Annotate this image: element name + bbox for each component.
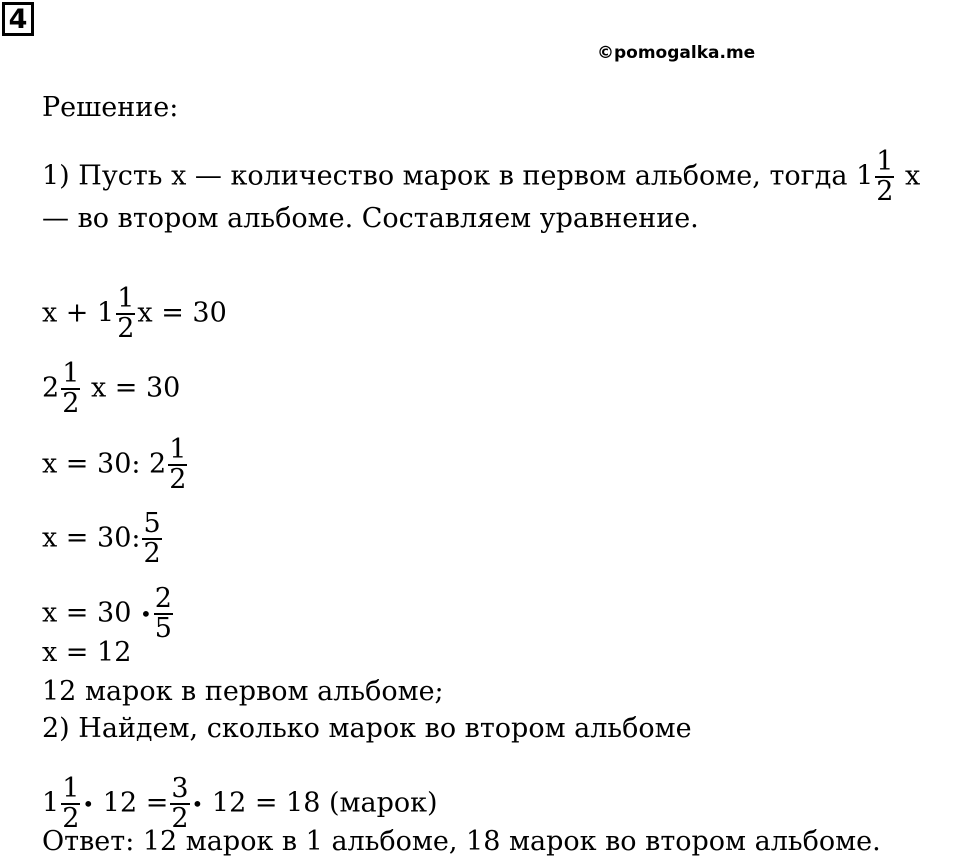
- equation-2: [42, 360, 180, 418]
- eq7-right: 12 = 18 (марок): [211, 787, 438, 819]
- eq3-left: x = 30: 2: [42, 448, 167, 480]
- step1-line2: — во втором альбоме. Составляем уравнение.: [42, 203, 699, 234]
- eq2-left: 2: [42, 372, 60, 404]
- fraction-denominator: 2: [143, 538, 161, 569]
- solution-heading: Решение:: [42, 92, 179, 123]
- task-number-box: [2, 2, 34, 36]
- fraction-one-half: [116, 285, 135, 343]
- equation-1: [42, 285, 227, 343]
- fraction-denominator: 5: [154, 613, 172, 644]
- step2-line: 2) Найдем, сколько марок во втором альбоме: [42, 713, 692, 744]
- fraction-numerator: 2: [154, 583, 172, 614]
- fraction-one-half: [61, 360, 80, 418]
- multiply-dot: •: [191, 792, 204, 816]
- equation-7: [42, 775, 438, 833]
- eq7-middle: 12 =: [102, 787, 169, 819]
- multiply-dot: •: [139, 602, 152, 626]
- watermark: ©pomogalka.me: [597, 43, 756, 63]
- equation-4: [42, 510, 164, 568]
- fraction-two-fifths: [154, 585, 173, 643]
- fraction-one-half: [875, 148, 894, 206]
- fraction-three-halves: [170, 775, 189, 833]
- task-number: 4: [8, 4, 28, 35]
- fraction-one-half: [61, 775, 80, 833]
- equation-3: [42, 436, 189, 494]
- fraction-one-half: [168, 436, 187, 494]
- step1-variable: x: [905, 160, 921, 192]
- fraction-numerator: 1: [62, 773, 80, 804]
- answer-line: Ответ: 12 марок в 1 альбоме, 18 марок во втором альбоме.: [42, 826, 881, 857]
- step1-line1: [42, 148, 920, 206]
- equation-5: [42, 585, 175, 643]
- fraction-numerator: 1: [876, 146, 894, 177]
- fraction-numerator: 1: [62, 358, 80, 389]
- fraction-numerator: 5: [143, 508, 161, 539]
- result-1: 12 марок в первом альбоме;: [42, 676, 444, 707]
- fraction-numerator: 1: [117, 283, 135, 314]
- fraction-denominator: 2: [876, 176, 894, 207]
- fraction-denominator: 2: [171, 803, 189, 834]
- fraction-denominator: 2: [117, 313, 135, 344]
- fraction-five-halves: [142, 510, 161, 568]
- eq5-left: x = 30: [42, 597, 140, 629]
- equation-6: x = 12: [42, 637, 132, 668]
- step1-text: 1) Пусть x — количество марок в первом альбоме, тогда 1: [42, 160, 874, 192]
- multiply-dot: •: [82, 792, 95, 816]
- fraction-numerator: 3: [171, 773, 189, 804]
- eq2-right: x = 30: [90, 372, 181, 404]
- eq4-left: x = 30:: [42, 522, 141, 554]
- fraction-denominator: 2: [62, 803, 80, 834]
- fraction-denominator: 2: [169, 464, 187, 495]
- eq7-left: 1: [42, 787, 60, 819]
- fraction-numerator: 1: [169, 434, 187, 465]
- eq1-right: x = 30: [137, 297, 227, 329]
- eq1-left: x + 1: [42, 297, 115, 329]
- fraction-denominator: 2: [62, 388, 80, 419]
